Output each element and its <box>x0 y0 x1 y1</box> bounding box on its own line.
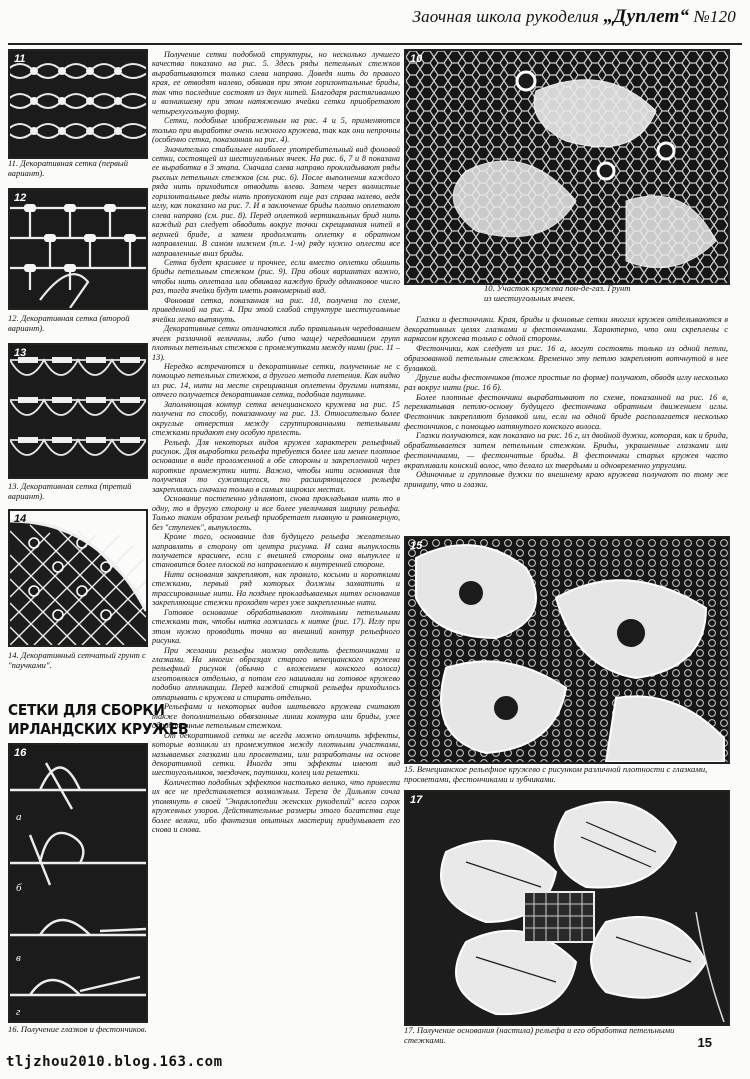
paragraph: Нити основания закрепляют, как правило, косыми и короткими стежками, первый ряд которых должны захватить и трассированные нити. На позднее прокладываемых нитях основания закрепляющие стежки проходят через уже закрепленные нити. <box>152 569 400 608</box>
figure-17-number: 17 <box>410 794 423 806</box>
paragraph: Кроме того, основание для будущего рельефа желательно направлять в сторону от центра рисунка. И сама выпуклость получается красивее, если с внешней стороны она выпуклее и становится более плоской по направлению к внутренней стороне. <box>152 532 400 570</box>
paragraph: Значительно стабильнее наиболее употребительный вид фоновой сетки, состоящей из шестиугольных ячеек. На рис. 6, 7 и 8 показана ее выработка в 3 этапа. Сначала слева направо прокладывают ряды рыхлых петельных стежков (см. рис. 6). После выполнения каждого ряда нить приходится отводить влево. Затем через волнистые горизонтальные ряды нить пропускают еще раз справа налево, ведя иглу, как показано на рис. 7. И в заключение бриды плотно оплетают слева направо (см. рис. 8). Перед оплеткой вертикальных брид нить каждый раз следует обводить вокруг точки скрещивания нитей в верхней бриде, а затем продолжать оплетку в обратном направлении. В самом нижнем (т.е. 1-м) ряду нужно оплести все направленные вниз бриды. <box>152 144 400 258</box>
paragraph: Сетки, подобные изображенным на рис. 4 и 5, применяются только при выработке очень нежного кружева, так как они непрочны (особенно сетка, показанная на рис. 4). <box>152 116 400 145</box>
paragraph: Готовое основание обрабатывают плотными петельными стежками так, чтобы нитка ложилась к нитке (рис. 17). Иглу при этом нужно проводить точно во внешний контур рельефного рисунка. <box>152 607 400 646</box>
section-title-line-1: СЕТКИ ДЛЯ СБОРКИ <box>8 701 165 719</box>
paragraph: Сетка будет красивее и прочнее, если вместо оплетки обшить бриды петельным стежком (рис. 9). При обоих вариантах важно, чтобы нить оплетала или обвивала каждую бриду одинаковое число раз, тогда ячейки будут иметь равномерный вид. <box>152 257 400 296</box>
figure-13-caption: 13. Декоративная сетка (третий вариант). <box>8 481 132 501</box>
figure-14-number: 14 <box>14 513 27 525</box>
paragraph: Глазки и фестончики. Края, бриды и фоновые сетки многих кружев отделываются в декоративных целях глазками и фестончиками. Характерно, что они скреплены с каркасом кружева только с одной стороны. <box>404 315 728 344</box>
paragraph: При желании рельефы можно отделить фестончиками и глазками. На многих образцах старого венецианского кружева рельефный рисунок (обычно с вложением конского волоса) изготовлялся отдельно, а потом его нашивали на готовое кружево подобно аппликации. Перед каждой стиркой рельефы приходилось отпарывать с кружева и стирать отдельно. <box>152 645 400 702</box>
paragraph: Рельеф. Для некоторых видов кружев характерен рельефный рисунок. Для выработки рельефа требуется более или менее плотное основание в виде проложенной в обе стороны и закрепленной через короткие промежутки нити. Важно, чтобы нити основания для получения то сужающегося, то расширяющегося рельефа закреплялись сначала только в самых широких местах. <box>152 437 400 494</box>
header-school: Заочная школа рукоделия <box>412 7 599 26</box>
figure-14-caption: 14. Декоративный сетчатый грунт с "паучками". <box>8 650 146 670</box>
figure-13 <box>8 343 148 479</box>
watermark: tljzhou2010.blog.163.com <box>6 1054 223 1070</box>
paragraph: Фоновая сетка, показанная на рис. 10, получена по схеме, приведенной на рис. 4. При этой слабой структуре шестиугольные ячейки легко вытянуть. <box>152 295 400 324</box>
paragraph: Рельефами и некоторых видов шитьевого кружева считают также дополнительно обвязанные линии контура или бриды, уже обработанные петельным стежком. <box>152 702 400 731</box>
paragraph: Другие виды фестончиков (тоже простые по форме) получают, обводя иглу несколько раз вокруг нити (рис. 16 б). <box>404 373 728 392</box>
figure-14-spider-net <box>10 511 146 645</box>
paragraph: Фестончики, как следует из рис. 16 а, могут состоять только из одной петли, образованной петельным стежком. Временно эту петлю закрепляют вотчнутой в нее булавкой. <box>404 344 728 373</box>
paragraph: Глазки получаются, как показано на рис. 16 г, из двойной дужки, которая, как и брида, обрабатывается затем петельным стежком. Бриды, украшенные глазками или фестончиками, — фестончатые бриды. В фестончики старых кружев часто вкрапливали конский волос, что делало их твердыми и одновременно упругими. <box>404 431 728 470</box>
figure-16-label-v: в <box>16 952 21 964</box>
section-title <box>8 701 189 739</box>
figure-13-net <box>10 345 146 477</box>
figure-10 <box>404 49 730 285</box>
middle-text-column <box>152 50 400 1045</box>
figure-16-label-g: г <box>16 1006 21 1018</box>
paragraph: Заполняющая контур сетка венецианского кружева на рис. 15 получена по способу, показанному на рис. 13. Относительно более округлые отверстия между сгруппированными петельными стежками придают ему особую прелесть. <box>152 399 400 438</box>
figure-16-label-b: б <box>16 882 22 894</box>
figure-12-number: 12 <box>14 192 27 204</box>
figure-17-caption: 17. Получение основания (настила) рельефа и его обработка петельными стежками. <box>404 1025 675 1045</box>
figure-12-net <box>10 190 146 308</box>
paragraph: Количество подобных эффектов настолько велико, что привести их все не представляется возможным. Тереза де Дильмон сочла упомянуть в своей "Энциклопедии женских рукоделий" всего сорок кружевных узоров. Действительные размеры этого богатства еще более велики, ибо фантазия опытных мастериц придумывает его снова и снова. <box>152 777 400 835</box>
figure-17-lace-photo <box>406 792 728 1024</box>
paragraph: Получение сетки подобной структуры, но несколько лучшего качества показано на рис. 5. Здесь ряды петельных стежков вырабатываются только слева направо. Доведя нить до правого края, ее отводят налево, обвивая при этом горизонтальные бриды, так что последние состоят из двух нитей. Благодаря растягиванию и возникшему при этом натяжению ячейки сетки приобретают четырехугольную форму. <box>152 50 400 116</box>
figure-15 <box>404 536 730 764</box>
paragraph: Одиночные и групповые дужки по внешнему краю кружева получают по тому же принципу, что и глазки. <box>404 470 728 489</box>
paragraph: От декоративной сетки не всегда можно отличить эффекты, которые возникли из промежутков между плотными участками, называемых глазками или просветами, или разработаны на основе декоративной сетки. Иногда эти эффекты имеют вид шестиугольников, звездочек, паутинки, колец или решетки. <box>152 730 400 778</box>
figure-11-net <box>10 51 146 157</box>
figure-14 <box>8 509 148 647</box>
page-number: 15 <box>697 1035 712 1050</box>
figure-16-label-a: а <box>16 811 22 823</box>
header-issue: №120 <box>693 7 736 26</box>
header-brand: „Дуплет“ <box>603 6 690 27</box>
paragraph: Основание постепенно удлиняют, снова прокладывая нить то в одну, то в другую сторону и все более увеличивая ширину рельефа. Только таким образом рельеф приобретает плавную и равномерную, без "ступенек", выпуклость. <box>152 494 400 532</box>
figure-12-caption: 12. Декоративная сетка (второй вариант). <box>8 313 130 333</box>
page-header <box>412 6 736 28</box>
paragraph: Декоративные сетки отличаются либо правильным чередованием ячеек различной величины, либо (что чаще) чередованием групп плотных петельных стежков с промежутками между ними (рис. 11 – 13). <box>152 324 400 362</box>
figure-16 <box>8 743 148 1023</box>
figure-15-lace-photo <box>406 538 728 762</box>
figure-16-caption: 16. Получение глазков и фестончиков. <box>8 1024 147 1034</box>
paragraph: Нередко встречаются и декоративные сетки, полученные не с помощью петельных стежков, а другого метода плетения. Как видно из рис. 14, нити на месте скрещивания оплетены другими нитями, отчего получается декоративная сетка, подобная паутинке. <box>152 361 400 400</box>
figure-12 <box>8 188 148 310</box>
paragraph: Более плотные фестончики вырабатывают по схеме, показанной на рис. 16 в, перехватывая петлю-основу будущего фестончика обратным движением иглы. Фестончик закрепляют булавкой или, если на одной бриде располагается несколько фестончиков, с помощью натянутого конского волоса. <box>404 392 728 431</box>
figure-10-lace-photo <box>406 51 728 283</box>
section-title-line-2: ИРЛАНДСКИХ КРУЖЕВ <box>8 720 189 738</box>
right-text-column <box>404 315 728 510</box>
figure-10-number: 10 <box>410 53 423 65</box>
figure-13-number: 13 <box>14 347 27 359</box>
figure-16-steps <box>10 745 146 1021</box>
figure-16-number: 16 <box>14 747 27 759</box>
figure-15-caption: 15. Венецианское рельефное кружево с рисунком различной плотности с глазками, просветами, фестончиками и зубчиками. <box>404 764 708 784</box>
header-rule <box>8 43 742 45</box>
figure-11 <box>8 49 148 159</box>
figure-10-caption: 10. Участок кружева пон-де-газ. Грунт из шестиугольных ячеек. <box>484 283 631 303</box>
figure-17 <box>404 790 730 1026</box>
figure-11-number: 11 <box>14 53 26 65</box>
figure-15-number: 15 <box>410 540 423 552</box>
figure-11-caption: 11. Декоративная сетка (первый вариант). <box>8 158 129 178</box>
